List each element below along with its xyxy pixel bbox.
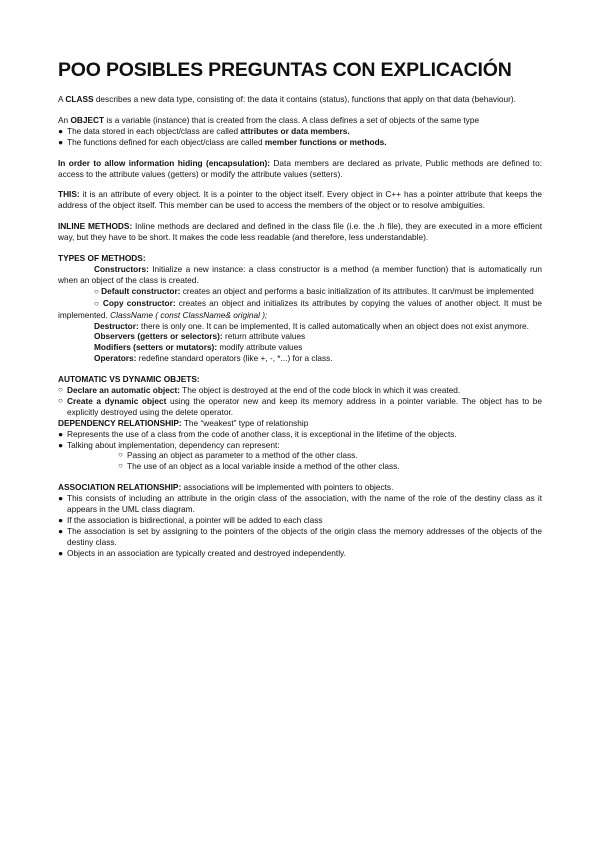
types-of-methods-section (58, 253, 542, 364)
bullet-text: Represents the use of a class from the code of another class, it is exceptional in the lifetime of the objects. (67, 428, 457, 439)
bullet-text: The association is set by assigning to the pointers of the objects of the origin class the memory addresses of the objects of the destiny class. (67, 525, 542, 547)
bullet-text: The functions defined for each object/class are called (67, 136, 265, 147)
list-item (58, 385, 542, 396)
association-term: ASSOCIATION RELATIONSHIP: (58, 482, 182, 493)
dependency-term: DEPENDENCY RELATIONSHIP: (58, 417, 182, 428)
list-item (58, 461, 542, 472)
copy-term: Copy constructor: (102, 297, 176, 308)
class-term: CLASS (65, 94, 94, 104)
list-item (58, 440, 542, 451)
document-page (58, 58, 542, 569)
destructor-rest: there is only one. It can be implemented, It is called automatically when an object does not exist anymore. (138, 320, 529, 331)
section-heading: AUTOMATIC VS DYNAMIC OBJETS: (58, 374, 200, 385)
default-term: Default constructor: (101, 285, 181, 296)
object-term: OBJECT (70, 114, 105, 125)
circle-bullet-icon: ○ (94, 286, 99, 296)
destructor-term: Destructor: (94, 320, 139, 331)
object-rest: is a variable (instance) that is created from the class. A class defines a set of objects of the same type (104, 114, 480, 125)
default-rest: creates an object and performs a basic initialization of its attributes. It can/must be implemented (180, 285, 534, 296)
dependency-heading (58, 418, 542, 429)
object-pre: An (58, 114, 71, 125)
dynamic-rest: using the operator new and keep its memory address in a pointer variable. The object has to be explicitly destroyed using the delete operator. (67, 395, 542, 417)
observers-item (58, 331, 542, 342)
list-item (58, 450, 542, 461)
default-constructor-item (58, 286, 542, 298)
constructors-rest: Initialize a new instance: a class constructor is a method (a member function) that is automatically run when an object of the class is created. (58, 263, 542, 285)
list-item (58, 515, 542, 526)
copy-rest: creates an object and initializes its attributes by copying the values of another object. It must be implemented. (58, 297, 542, 320)
automatic-dynamic-section (58, 374, 542, 472)
list-item (58, 526, 542, 548)
bullet-text: Passing an object as parameter to a method of the other class. (127, 450, 358, 461)
destructor-item (58, 321, 542, 332)
list-item (58, 137, 542, 148)
list-item (58, 493, 542, 515)
encap-term: In order to allow information hiding (encapsulation): (58, 157, 271, 168)
copy-signature: ClassName ( const ClassName& original ); (110, 309, 268, 320)
modifiers-term: Modifiers (setters or mutators): (94, 342, 218, 353)
copy-constructor-item (58, 298, 542, 321)
class-definition (58, 94, 542, 105)
circle-bullet-icon: ○ (118, 450, 123, 460)
bullet-icon: ● (58, 136, 64, 147)
page-title: POO POSIBLES PREGUNTAS CON EXPLICACIÓN (58, 59, 512, 81)
operators-rest: redefine standard operators (like +, -, *...) for a class. (136, 353, 333, 364)
list-item (58, 429, 542, 440)
association-heading (58, 482, 542, 493)
automatic-rest: The object is destroyed at the end of the code block in which it was created. (179, 385, 461, 396)
modifiers-item (58, 342, 542, 353)
inline-rest: Inline methods are declared and defined in the class file (i.e. the .h file), they are executed in a more efficient way, but they have to be short. It makes the code less readable (and therefore, less understandable). (58, 221, 543, 243)
object-definition (58, 115, 542, 148)
bullet-icon: ● (58, 428, 64, 439)
class-rest: describes a new data type, consisting of: the data it contains (status), functions that apply on that data (behaviour). (93, 94, 516, 104)
encapsulation-definition (58, 158, 542, 180)
observers-rest: return attribute values (222, 331, 306, 342)
dependency-rest: The “weakest” type of relationship (181, 417, 309, 428)
inline-term: INLINE METHODS: (58, 221, 133, 232)
section-heading: TYPES OF METHODS: (58, 253, 146, 264)
automatic-term: Declare an automatic object: (67, 385, 180, 396)
bullet-icon: ● (58, 493, 64, 504)
bullet-text: If the association is bidirectional, a pointer will be added to each class (67, 515, 323, 525)
association-section (58, 482, 542, 558)
bullet-icon: ● (58, 125, 64, 136)
list-item (58, 396, 542, 418)
bullet-icon: ● (58, 547, 64, 558)
list-item (58, 548, 542, 559)
operators-term: Operators: (94, 353, 137, 364)
operators-item (58, 353, 542, 364)
class-pre: A (58, 94, 66, 104)
bullet-text: This consists of including an attribute in the origin class of the association, with the name of the role of the destiny class as it appears in the UML class diagram. (67, 493, 542, 515)
constructors-item (58, 264, 542, 286)
circle-bullet-icon: ○ (94, 298, 100, 308)
list-item (58, 126, 542, 137)
constructors-term: Constructors: (94, 263, 149, 274)
bullet-text: Talking about implementation, dependency can represent: (67, 439, 280, 450)
circle-bullet-icon: ○ (58, 395, 63, 405)
bullet-bold: attributes or data members. (240, 125, 350, 136)
circle-bullet-icon: ○ (118, 461, 123, 471)
this-term: THIS: (58, 189, 80, 200)
bullet-icon: ● (58, 515, 64, 525)
dynamic-term: Create a dynamic object (67, 395, 167, 406)
bullet-text: The use of an object as a local variable inside a method of the other class. (127, 461, 400, 472)
association-rest: associations will be implemented with pointers to objects. (181, 482, 394, 493)
object-text (58, 115, 542, 126)
observers-term: Observers (getters or selectors): (94, 331, 223, 342)
modifiers-rest: modify attribute values (217, 342, 303, 353)
this-definition (58, 189, 542, 211)
bullet-bold: member functions or methods. (264, 136, 387, 147)
bullet-icon: ● (58, 439, 64, 450)
encap-rest: Data members are declared as private, Public methods are defined to: access to the attribute values (getters) or modify the attribute values (setters). (58, 157, 543, 179)
circle-bullet-icon: ○ (58, 385, 63, 395)
bullet-icon: ● (58, 525, 64, 536)
bullet-text: Objects in an association are typically created and destroyed independently. (67, 547, 346, 558)
this-rest: it is an attribute of every object. It is a pointer to the object itself. Every object in C++ has a pointer attribute that keeps the address of the object itself. This member can be used to access the members of the object or to resolve ambiguities. (58, 189, 542, 211)
inline-methods-definition (58, 221, 542, 243)
bullet-text: The data stored in each object/class are called (67, 125, 241, 136)
